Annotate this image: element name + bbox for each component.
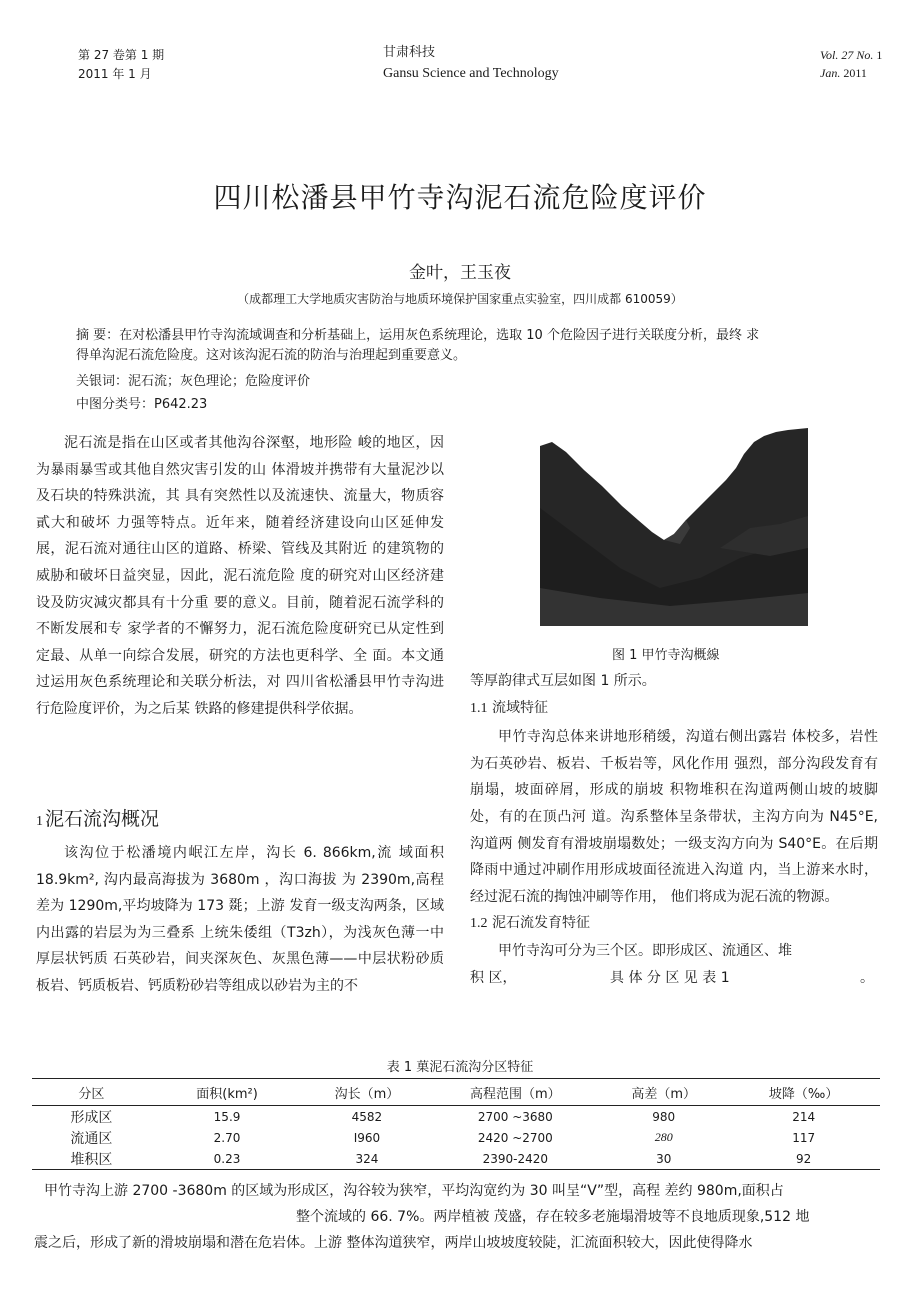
month-en: Jan. (820, 66, 841, 80)
abstract-line-1: 摘 要：在对松潘县甲竹寺沟流域调查和分析基础上，运用灰色系统理论，选取 10 个危险因子进行关联度分析，最终 求 (76, 328, 760, 343)
subsection-1-1-number: 1.1 (470, 700, 488, 716)
cell-area: 2.70 (213, 1130, 241, 1145)
issue-number: 1 (876, 48, 883, 62)
bottom-line-2: 整个流域的 66. 7%。两岸植被 茂盛，存在较多老施塌滑坡等不良地质现象,512 地 (296, 1209, 810, 1225)
cell-gradient: 214 (792, 1109, 816, 1124)
col-header-elevation: 高程范围（m） (431, 1079, 601, 1106)
date-en (820, 64, 867, 82)
continued-line: 等厚韵律式互层如图 1 所示。 (470, 673, 656, 689)
bottom-line-1: 甲竹寺沟上游 2700 -3680m 的区域为形成区，沟谷较为狭窄，平均沟宽约为 30 叫呈“V”型，高程 差约 980m,面积占 (44, 1183, 784, 1199)
cell-length: 324 (303, 1148, 430, 1170)
col-header-zone: 分区 (32, 1079, 151, 1106)
cell-area: 15.9 (213, 1109, 241, 1124)
section-1-paragraph: 该沟位于松潘境内岷江左岸，沟长 6. 866km,流 域面积 18.9km², 沟内最高海拔为 3680m ，沟口海拔 为 2390m,高程差为 1290m,平均坡降为 173 毲；上游 发育一级支沟两条，区域内出露的岩层为为三叠系 上统朱倭组（T3zh），为浅灰色薄一中厚层状钙质 石英砂岩，间夹深灰色、灰黑色薄——中层状粉砂质 板岩、钙质板岩、钙质粉砂岩等组成以砂岩为主的不 (36, 845, 444, 994)
cell-gradient: 117 (792, 1130, 816, 1145)
figure-1-caption: 图 1 甲竹寺沟概線 (612, 648, 720, 663)
volume-issue-cn: 第 27 卷第 1 期 (78, 48, 165, 62)
col-header-area: 面积(km²) (151, 1079, 304, 1106)
line-2-part-b: 具 体 分 区 见 表 1 (610, 969, 730, 986)
bottom-line-3: 震之后，形成了新的滑坡崩塌和潜在危岩体。上游 整体沟道狭窄，两岸山坡坡度较陡，汇流面积较大，因此使得降水 (34, 1235, 753, 1251)
cell-height-diff: 980 (652, 1109, 676, 1124)
cell-zone: 流通区 (70, 1130, 113, 1147)
abstract-line-2: 得单沟泥石流危险度。这对该沟泥石流的防治与治理起到重要意义。 (76, 348, 467, 363)
cell-elevation: 2390-2420 (431, 1148, 601, 1170)
authors: 金叶，王玉夜 (409, 263, 511, 283)
subsection-1-1-paragraph: 甲竹寺沟总体来讲地形稍缓，沟道右侧出露岩 体校多，岩性为石英砂岩、板岩、千板岩等，风化作用 强烈，部分沟段发育有崩塌，坡面碎屑，形成的崩坡 积物堆积在沟道两侧山坡的坡脚处，有的在顶凸河 道。沟系整体呈条带状，主沟方向为 N45°E, 沟道两 侧发育有滑坡崩塌数处；一级支沟方向为 S40°E。在后期降雨中通过冲刷作用形成坡面径流进入沟道 内，当上游来水时，经过泥石流的掏蚀冲刷等作用， 他们将成为泥石流的物源。 (470, 729, 878, 905)
section-1-heading (36, 804, 159, 831)
line-2-part-a: 积 区， (470, 969, 517, 986)
cell-gradient: 92 (727, 1148, 880, 1170)
section-1-body (36, 840, 444, 1000)
subsection-1-1-heading (470, 695, 878, 723)
subsection-1-2-number: 1.2 (470, 916, 488, 932)
affiliation: （成都理工大学地质灾害防治与地质环境保护国家重点实验室，四川成都 610059） (237, 292, 683, 306)
volume-label: Vol. (820, 48, 839, 62)
section-1-title: 泥石流沟概况 (45, 808, 160, 830)
cell-zone: 堆积区 (32, 1148, 151, 1170)
intro-paragraph: 泥石流是指在山区或者其他沟谷深壑，地形险 峻的地区，因为暴雨暴雪或其他自然灾害引发的山 体滑坡并携带有大量泥沙以及石块的特殊洪流，其 具有突然性以及流速快、流量大，物质容貳大和破坏 力强等特点。近年来，随着经济建设向山区延伸发 展，泥石流对通往山区的道路、桥梁、管线及其附近 的建筑物的威胁和破坏日益突显，因此，泥石流危险 度的研究对山区经济建设及防灾減灾都具有十分重 要的意义。目前，随着泥石流学科的不断发展和专 家学者的不懈努力，泥石流危险度研究已从定性到 定最、从单一向综合发展，研究的方法也更科学、全 面。本文通过运用灰色系统理论和关联分析法，对 四川省松潘县甲竹寺沟进行危险度评价，为之后某 铁路的修建提供科学依据。 (36, 435, 444, 717)
keywords: 关银词：泥石流；灰色理论；危险度评价 (76, 374, 311, 389)
mountain-valley-image (540, 428, 808, 626)
volume-number: 27 No. (841, 48, 874, 62)
bottom-paragraph (34, 1178, 884, 1256)
abstract (76, 326, 876, 366)
table-1-caption: 表 1 菓泥石流沟分区特征 (386, 1060, 534, 1075)
cell-elevation: 2420 ~2700 (477, 1130, 553, 1145)
cell-area: 0.23 (151, 1148, 304, 1170)
cell-height-diff: 280 (654, 1130, 673, 1144)
col-header-gradient: 坡降（‰） (727, 1079, 880, 1106)
paper-title: 四川松潘县甲竹寺沟泥石流危险度评价 (213, 181, 707, 214)
subsection-1-2-line-2 (470, 965, 878, 991)
subsection-1-2-line-1: 甲竹寺沟可分为三个区。即形成区、流通区、堆 (498, 942, 792, 959)
table-row (32, 1127, 880, 1148)
subsection-1-2-title: 泥石流发育特征 (491, 915, 590, 932)
subsection-1-1-title: 流域特征 (491, 699, 548, 716)
figure-1-photo (540, 428, 808, 626)
journal-name-en: Gansu Science and Technology (383, 66, 559, 81)
right-column (470, 668, 878, 991)
cell-height-diff: 30 (600, 1148, 727, 1170)
year-en: 2011 (843, 66, 867, 80)
line-2-part-c: 。 (860, 969, 874, 986)
col-header-height-diff: 高差（m） (600, 1079, 727, 1106)
date-cn: 2011 年 1 月 (78, 67, 152, 81)
table-1 (32, 1078, 880, 1170)
table-header-row (32, 1079, 880, 1106)
table-row (32, 1148, 880, 1170)
clc-number: 中图分类号：P642.23 (76, 397, 208, 412)
table-row (32, 1106, 880, 1128)
subsection-1-2-heading (470, 910, 878, 938)
cell-zone: 形成区 (70, 1109, 113, 1126)
volume-issue-en (820, 46, 882, 64)
section-1-number: 1 (36, 814, 43, 829)
col-header-length: 沟长（m） (303, 1079, 430, 1106)
introduction (36, 430, 444, 723)
cell-length: I960 (353, 1130, 381, 1145)
cell-length: 4582 (351, 1109, 383, 1124)
cell-elevation: 2700 ~3680 (477, 1109, 553, 1124)
journal-name-cn: 甘肃科技 (383, 45, 436, 60)
